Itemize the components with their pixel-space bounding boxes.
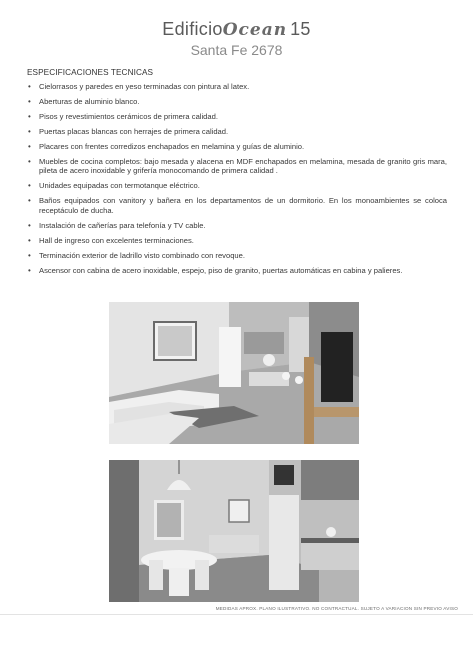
spec-item: • Muebles de cocina completos: bajo mesada y alacena en MDF enchapados en melamina, mesada de granito gris mara, pileta de acero inoxidable y grifería monocomando de primera calidad . xyxy=(28,157,447,176)
kitchen-dining-render xyxy=(109,460,359,602)
brand-prefix: Edificio xyxy=(162,19,223,39)
spec-item: • Cielorrasos y paredes en yeso terminadas con pintura al latex. xyxy=(28,82,250,91)
bullet-icon: • xyxy=(28,181,31,191)
spec-item: • Ascensor con cabina de acero inoxidable, espejo, piso de granito, puertas automáticas en cabina y palieres. xyxy=(28,265,403,275)
bullet-icon: • xyxy=(28,82,31,91)
bullet-icon: • xyxy=(28,157,31,166)
specifications-section xyxy=(27,68,447,281)
spec-item: • Terminación exterior de ladrillo visto combinado con revoque. xyxy=(28,250,245,260)
bullet-icon: • xyxy=(28,196,31,206)
bullet-icon: • xyxy=(28,265,31,275)
specifications-title: ESPECIFICACIONES TECNICAS xyxy=(27,68,154,77)
disclaimer-note: MEDIDAS APROX. PLANO ILUSTRATIVO. NO CONTRACTUAL. SUJETO A VARIACION SIN PREVIO AVISO xyxy=(215,606,458,611)
living-room-illustration xyxy=(109,302,359,444)
brand-number: 15 xyxy=(290,19,311,39)
spec-item: • Hall de ingreso con excelentes terminaciones. xyxy=(28,235,194,245)
spec-item: • Placares con frentes corredizos enchapados en melamina y guías de aluminio. xyxy=(28,142,305,151)
bullet-icon: • xyxy=(28,220,31,230)
specifications-list xyxy=(27,82,447,275)
spec-item: • Instalación de cañerías para telefonía y TV cable. xyxy=(28,220,206,230)
footer-divider xyxy=(0,614,473,615)
kitchen-dining-illustration xyxy=(109,460,359,602)
spec-item: • Aberturas de aluminio blanco. xyxy=(28,97,140,106)
bullet-icon: • xyxy=(28,97,31,106)
bullet-icon: • xyxy=(28,235,31,245)
bullet-icon: • xyxy=(28,112,31,121)
spec-item: • Baños equipados con vanitory y bañera en los departamentos de un dormitorio. En los monoambientes se coloca receptáculo de ducha. xyxy=(28,196,447,215)
brand-title xyxy=(0,18,473,41)
bullet-icon: • xyxy=(28,250,31,260)
spec-item: • Puertas placas blancas con herrajes de primera calidad. xyxy=(28,127,229,136)
spec-item: • Pisos y revestimientos cerámicos de primera calidad. xyxy=(28,112,218,121)
bullet-icon: • xyxy=(28,127,31,136)
living-room-render xyxy=(109,302,359,444)
spec-item: • Unidades equipadas con termotanque eléctrico. xyxy=(28,181,200,191)
address-subtitle: Santa Fe 2678 xyxy=(190,42,283,58)
bullet-icon: • xyxy=(28,142,31,151)
brand-script-logo: Ocean xyxy=(222,20,288,40)
header xyxy=(0,18,473,58)
